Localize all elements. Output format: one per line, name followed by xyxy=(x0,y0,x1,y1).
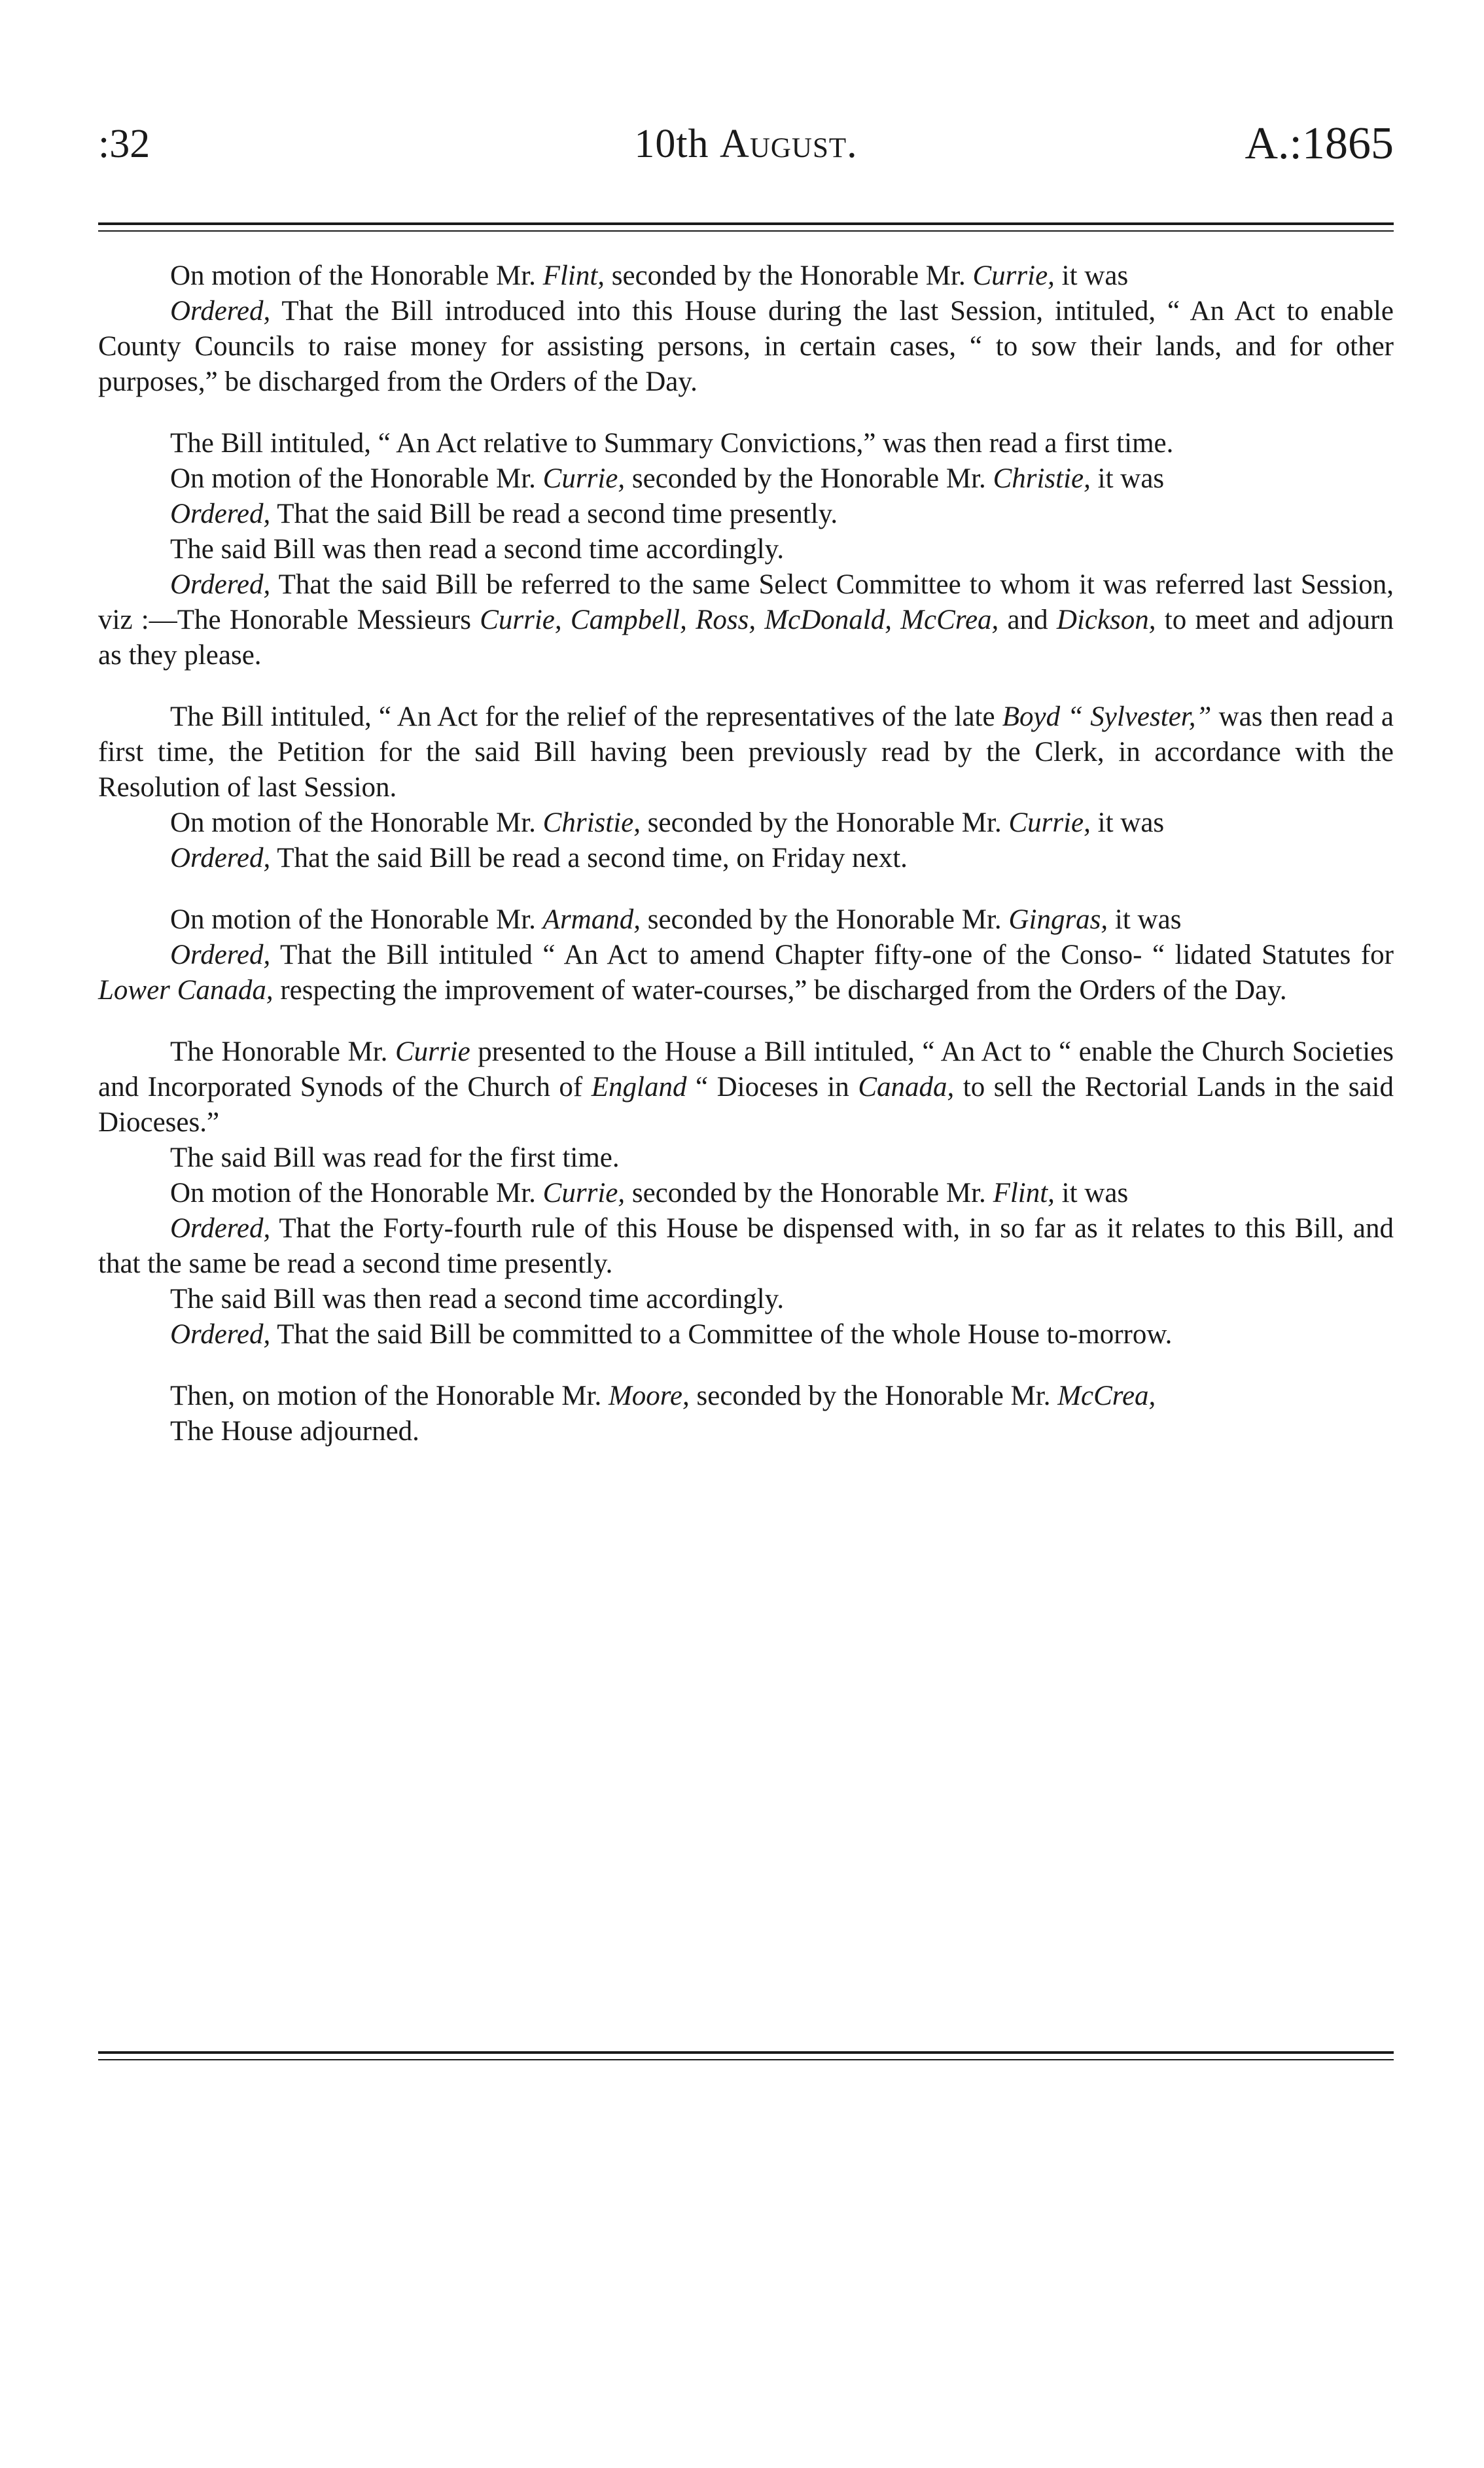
member-name: Dickson, xyxy=(1056,605,1156,635)
committee-members: Currie, Campbell, Ross, McDonald, McCrea, xyxy=(480,605,999,635)
member-name: McCrea, xyxy=(1057,1381,1156,1411)
journal-body xyxy=(98,258,1394,1449)
member-name: Gingras, xyxy=(1008,904,1108,935)
order-second-reading-presently: Ordered, That the said Bill be read a second time presently. xyxy=(170,499,838,529)
motion-moore-mccrea: Then, on motion of the Honorable Mr. Moore, seconded by the Honorable Mr. McCrea, xyxy=(170,1381,1156,1411)
place-name: Lower Canada, xyxy=(98,975,274,1006)
member-name: Currie, xyxy=(1008,807,1091,838)
member-name: Moore, xyxy=(608,1381,690,1411)
sylvester-relief-bill-first-reading: The Bill intituled, “ An Act for the relief of the representatives of the late Boyd “ Sylvester,” was then read a first time, the Petition for the said Bill having been previously read by the Clerk, in accordance with the Resolution of last Session. xyxy=(98,701,1394,803)
member-name: Flint, xyxy=(993,1178,1055,1208)
page-number: :32 xyxy=(98,122,150,166)
footer-rule xyxy=(98,2051,1394,2060)
place-name: Canada, xyxy=(858,1072,955,1102)
order-refer-select-committee: Ordered, That the said Bill be referred to the same Select Committee to whom it was referred last Session, viz :—The Honorable Messieurs Currie, Campbell, Ross, McDonald, McCrea, and Dickson, to meet and adjourn as they please. xyxy=(98,569,1394,671)
ordered-label: Ordered, xyxy=(170,296,271,326)
motion-currie-christie: On motion of the Honorable Mr. Currie, seconded by the Honorable Mr. Christie, it was xyxy=(170,463,1165,494)
page-header xyxy=(98,111,1394,177)
page-date xyxy=(98,111,1394,177)
motion-currie-flint: On motion of the Honorable Mr. Currie, seconded by the Honorable Mr. Flint, it was xyxy=(170,1178,1129,1208)
ordered-label: Ordered, xyxy=(170,1319,271,1350)
order-dispense-rule: Ordered, That the Forty-fourth rule of this House be dispensed with, in so far as it relates to this Bill, and that the same be read a second time presently. xyxy=(98,1213,1394,1279)
house-adjourned: The House adjourned. xyxy=(170,1416,419,1447)
order-discharge-water-courses-bill: Ordered, That the Bill intituled “ An Act to amend Chapter fifty-one of the Conso- “ lidated Statutes for Lower Canada, respecting the improvement of water-courses,” be discharged from the Orders of the Day. xyxy=(98,940,1394,1006)
order-second-reading-friday: Ordered, That the said Bill be read a second time, on Friday next. xyxy=(170,843,908,873)
ordered-label: Ordered, xyxy=(170,1213,271,1244)
second-reading-accordingly-2: The said Bill was then read a second time accordingly. xyxy=(170,1284,785,1314)
motion-armand-gingras: On motion of the Honorable Mr. Armand, seconded by the Honorable Mr. Gingras, it was xyxy=(170,904,1182,935)
ordered-label: Ordered, xyxy=(170,940,271,970)
member-name: Currie xyxy=(395,1036,470,1067)
ordered-label: Ordered, xyxy=(170,843,271,873)
ordered-label: Ordered, xyxy=(170,569,271,600)
person-name: Boyd “ Sylvester,” xyxy=(1002,701,1212,732)
member-name: Flint, xyxy=(542,260,605,291)
second-reading-accordingly: The said Bill was then read a second time accordingly. xyxy=(170,534,785,565)
member-name: Christie, xyxy=(542,807,641,838)
member-name: Currie, xyxy=(972,260,1055,291)
order-discharge-county-councils-bill: Ordered, That the Bill introduced into this House during the last Session, intituled, “ An Act to enable County Councils to raise money for assisting persons, in certain cases, “ to sow their lands, and for other purposes,” be discharged from the Orders of the Day. xyxy=(98,296,1394,397)
member-name: Armand, xyxy=(542,904,641,935)
church-societies-bill-presented: The Honorable Mr. Currie presented to the House a Bill intituled, “ An Act to “ enable the Church Societies and Incorporated Synods of the Church of England “ Dioceses in Canada, to sell the Rectorial Lands in the said Dioceses.” xyxy=(98,1036,1394,1138)
header-rule xyxy=(98,222,1394,232)
member-name: Christie, xyxy=(993,463,1091,494)
order-committee-whole-house: Ordered, That the said Bill be committed to a Committee of the whole House to-morrow. xyxy=(170,1319,1173,1350)
first-reading-notice: The said Bill was read for the first time. xyxy=(170,1142,620,1173)
date-day: 10th xyxy=(634,122,709,166)
member-name: Currie, xyxy=(542,463,626,494)
motion-flint-currie: On motion of the Honorable Mr. Flint, seconded by the Honorable Mr. Currie, it was xyxy=(170,260,1129,291)
session-mark: A.:1865 xyxy=(1245,118,1394,169)
ordered-label: Ordered, xyxy=(170,499,271,529)
place-name: England xyxy=(591,1072,687,1102)
date-month: August. xyxy=(720,122,858,166)
motion-christie-currie: On motion of the Honorable Mr. Christie, seconded by the Honorable Mr. Currie, it was xyxy=(170,807,1165,838)
summary-convictions-first-reading: The Bill intituled, “ An Act relative to Summary Convictions,” was then read a first time. xyxy=(170,428,1174,459)
member-name: Currie, xyxy=(542,1178,626,1208)
